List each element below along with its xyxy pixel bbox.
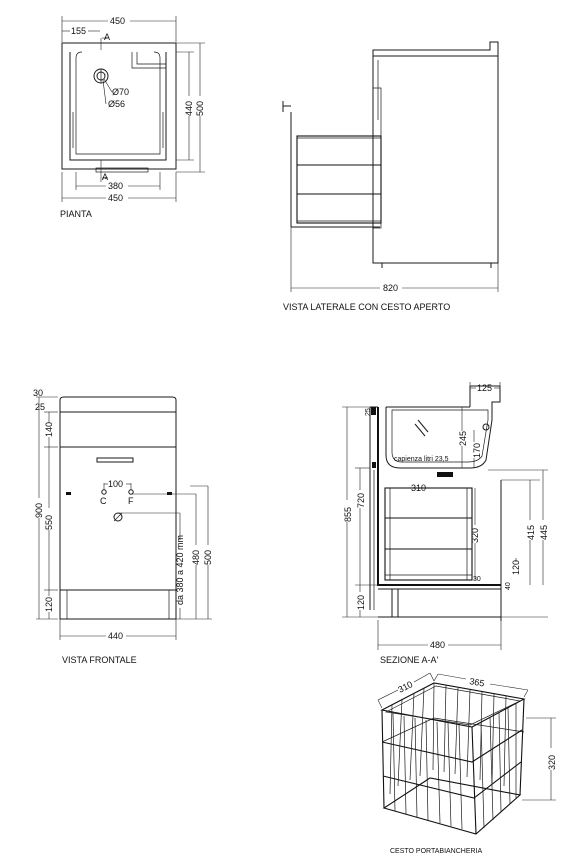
section-dim-h-25: 25 [365, 408, 372, 416]
plan-dim-width-top: 450 [110, 16, 126, 26]
front-dim-h-120: 120 [44, 596, 54, 612]
section-dim-h-320: 320 [470, 527, 480, 543]
plan-dim-diameter-outer: Ø70 [112, 87, 130, 97]
section-dim-h-40: 40 [505, 582, 512, 590]
front-dim-top-30: 30 [33, 388, 44, 398]
side-basket [297, 136, 381, 223]
section-dim-h-30: 30 [473, 576, 481, 583]
caption-pianta: PIANTA [60, 209, 92, 219]
front-dim-h-480: 480 [191, 549, 201, 565]
section-dim-h-245: 245 [458, 430, 468, 446]
section-dim-w-310: 310 [411, 483, 427, 493]
section-dim-w-125: 125 [477, 383, 493, 393]
plan-section-mark-bottom: A [102, 172, 109, 182]
front-dim-top-25: 25 [35, 402, 46, 412]
caption-vista-laterale: VISTA LATERALE CON CESTO APERTO [283, 302, 451, 312]
plan-dim-depth-outer: 500 [195, 100, 205, 116]
plan-section-mark-top: A [104, 32, 111, 42]
plan-view [60, 16, 205, 219]
front-top-tub [60, 397, 176, 412]
basket-dim-h-320: 320 [547, 754, 557, 770]
plan-dim-depth-inner: 440 [184, 100, 194, 116]
basket-dim-w-310: 310 [396, 679, 415, 695]
caption-cesto: CESTO PORTABIANCHERIA [390, 848, 483, 855]
basket-detail [378, 673, 557, 855]
section-dim-h-855: 855 [343, 506, 353, 522]
section-dim-h-720: 720 [356, 492, 366, 508]
front-dim-h-500: 500 [203, 549, 213, 565]
front-label-hot: F [128, 496, 134, 506]
caption-vista-frontale: VISTA FRONTALE [62, 655, 137, 665]
front-dim-pitch: 100 [108, 479, 124, 489]
plan-dim-width-bottom: 450 [108, 193, 124, 203]
plan-dim-offset: 155 [71, 26, 87, 36]
section-cabinet-wall [378, 407, 501, 585]
plan-dim-diameter-inner: Ø56 [108, 99, 126, 109]
plan-dim-width-inner: 380 [108, 181, 124, 191]
section-basket [385, 488, 472, 580]
section-dim-w-480: 480 [430, 640, 446, 650]
front-dim-h-550: 550 [44, 514, 54, 530]
front-dim-width-440: 440 [108, 631, 124, 641]
front-label-cold: C [100, 496, 107, 506]
section-dim-h-415: 415 [526, 524, 536, 540]
front-dim-h-900: 900 [34, 502, 44, 518]
section-capacity-label: capienza litri 23,5 [394, 456, 449, 463]
front-dim-h-140: 140 [44, 421, 54, 437]
side-dim-depth-open: 820 [383, 283, 399, 293]
caption-sezione: SEZIONE A-A' [380, 655, 439, 665]
basket-dim-w-365: 365 [468, 676, 486, 689]
front-handle [97, 458, 133, 462]
section-dim-h-170: 170 [472, 442, 482, 458]
section-dim-h-445: 445 [539, 524, 549, 540]
section-view [342, 382, 549, 665]
section-dim-h-120-right: 120 [511, 559, 521, 575]
front-view [33, 388, 213, 665]
side-cabinet-body [373, 56, 498, 263]
section-dim-h-120-left: 120 [356, 594, 366, 610]
side-view [283, 42, 498, 312]
front-door [60, 447, 176, 590]
front-dim-drain-range: da 380 a 420 mm [175, 534, 185, 605]
